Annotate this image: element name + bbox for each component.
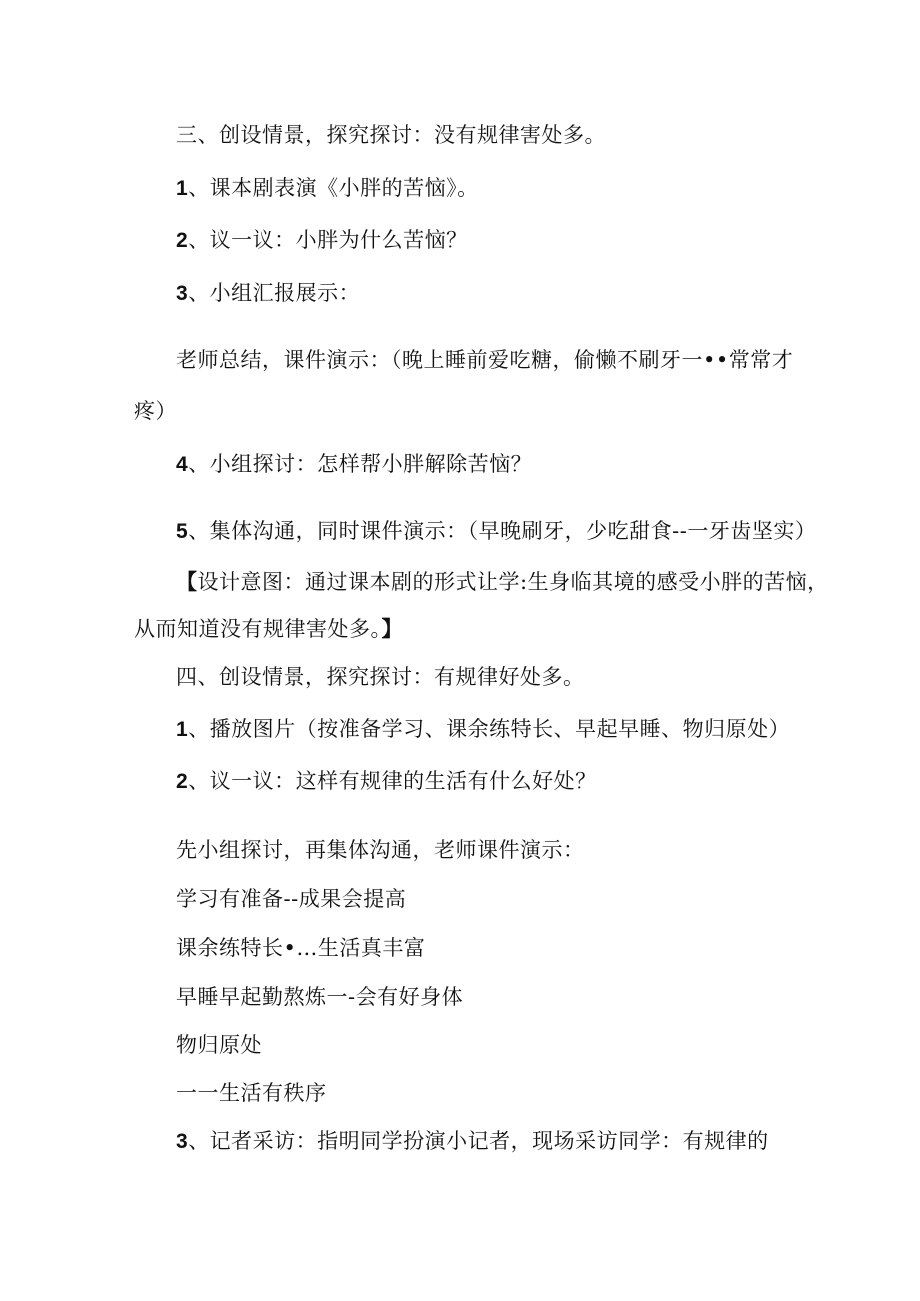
paragraph-line bbox=[176, 346, 793, 374]
paragraph-line bbox=[176, 934, 425, 962]
item-number: 2 bbox=[176, 770, 189, 793]
paragraph-line bbox=[176, 983, 463, 1011]
list-item bbox=[176, 517, 816, 546]
line-text: 从而知道没有规律害处多。 bbox=[134, 617, 382, 641]
line-text: 设计意图：通过课本剧的形式让学:生身临其境的感受小胖的苦恼， bbox=[197, 570, 829, 594]
line-text: 、小组汇报展示： bbox=[188, 281, 361, 305]
list-item bbox=[176, 715, 790, 744]
line-text: 、集体沟通，同时课件演示：（早晚刷牙，少吃甜食--一牙齿坚实） bbox=[188, 519, 817, 543]
line-text: 一一生活有秩序 bbox=[176, 1081, 327, 1105]
item-number: 3 bbox=[176, 1130, 189, 1153]
line-text: 物归原处 bbox=[176, 1033, 262, 1057]
item-number: 4 bbox=[176, 453, 189, 476]
line-text: 课余练特长•…生活真丰富 bbox=[176, 936, 426, 960]
line-text: 、小组探讨：怎样帮小胖解除苦恼？ bbox=[188, 452, 533, 476]
paragraph-line bbox=[134, 397, 177, 425]
paragraph-line bbox=[176, 836, 585, 864]
list-item bbox=[176, 279, 360, 308]
paragraph-line bbox=[176, 1031, 262, 1059]
line-text: 疼） bbox=[134, 399, 177, 423]
item-number: 2 bbox=[176, 229, 189, 252]
line-text: 、播放图片（按准备学习、课余练特长、早起早睡、物归原处） bbox=[188, 717, 791, 741]
list-item bbox=[176, 174, 479, 203]
section-heading-four bbox=[176, 663, 585, 691]
line-text: 、议一议：小胖为什么苦恼？ bbox=[188, 228, 468, 252]
line-text: 、课本剧表演《小胖的苦恼》。 bbox=[188, 176, 479, 200]
list-item bbox=[176, 1127, 769, 1156]
line-text: 三、创设情景，探究探讨：没有规律害处多。 bbox=[176, 123, 606, 147]
list-item bbox=[176, 226, 468, 255]
list-item bbox=[176, 450, 532, 479]
paragraph-line bbox=[176, 1079, 327, 1107]
list-item bbox=[176, 767, 597, 796]
line-text: 老师总结，课件演示：（晚上睡前爱吃糖，偷懒不刷牙一••常常才 bbox=[176, 348, 794, 372]
line-text: 学习有准备--成果会提高 bbox=[176, 887, 407, 911]
design-intent-note bbox=[176, 568, 829, 596]
item-number: 1 bbox=[176, 718, 189, 741]
design-intent-note bbox=[134, 615, 403, 643]
item-number: 1 bbox=[176, 177, 189, 200]
section-heading-three bbox=[176, 121, 606, 149]
close-bracket: 】 bbox=[381, 616, 403, 641]
line-text: 、议一议：这样有规律的生活有什么好处？ bbox=[188, 769, 597, 793]
line-text: 先小组探讨，再集体沟通，老师课件演示： bbox=[176, 838, 585, 862]
item-number: 5 bbox=[176, 520, 189, 543]
item-number: 3 bbox=[176, 282, 189, 305]
paragraph-line bbox=[176, 885, 406, 913]
open-bracket: 【 bbox=[176, 569, 198, 594]
line-text: 、记者采访：指明同学扮演小记者，现场采访同学：有规律的 bbox=[188, 1129, 769, 1153]
line-text: 四、创设情景，探究探讨：有规律好处多。 bbox=[176, 665, 585, 689]
line-text: 早睡早起勤熬炼一-会有好身体 bbox=[176, 985, 464, 1009]
